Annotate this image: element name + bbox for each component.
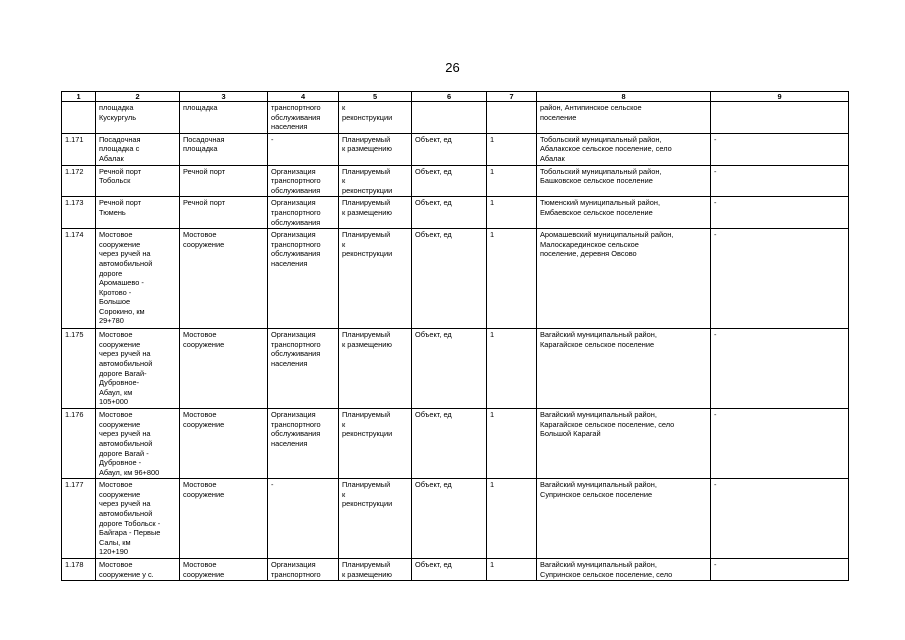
table-cell: - (268, 133, 339, 165)
table-row (62, 329, 849, 409)
column-header: 7 (487, 92, 537, 102)
table-cell: Объект, ед (412, 479, 487, 559)
table-cell: площадка Кускургуль (96, 102, 180, 134)
table-cell: - (711, 329, 849, 409)
table-cell: Мостовое сооружение через ручей на автомобильной дороге Аромашево - Кротово - Большое Сорокино, км 29+780 (96, 229, 180, 329)
table-cell: Тюменский муниципальный район, Ембаевское сельское поселение (537, 197, 711, 229)
table-cell: Речной порт Тюмень (96, 197, 180, 229)
table-cell: Планируемый к размещению (339, 133, 412, 165)
table-cell: - (711, 133, 849, 165)
table-cell: Организация транспортного обслуживания населения (268, 229, 339, 329)
table-row (62, 409, 849, 479)
table-cell: 1 (487, 133, 537, 165)
table-cell: Организация транспортного (268, 559, 339, 581)
table-cell: 1.173 (62, 197, 96, 229)
table-row (62, 479, 849, 559)
table-cell: Аромашевский муниципальный район, Малоскарединское сельское поселение, деревня Овсово (537, 229, 711, 329)
table-cell: район, Антипинское сельское поселение (537, 102, 711, 134)
table-cell: Объект, ед (412, 165, 487, 197)
table-cell: Речной порт Тобольск (96, 165, 180, 197)
table-row (62, 197, 849, 229)
table-cell: 1 (487, 559, 537, 581)
table-cell: Вагайский муниципальный район, Супринское сельское поселение, село (537, 559, 711, 581)
column-header: 9 (711, 92, 849, 102)
table-cell: - (268, 479, 339, 559)
column-header: 8 (537, 92, 711, 102)
table-cell: Планируемый к реконструкции (339, 229, 412, 329)
data-table (61, 91, 849, 581)
table-cell: транспортного обслуживания населения (268, 102, 339, 134)
table-cell (711, 102, 849, 134)
table-cell: Организация транспортного обслуживания населения (268, 329, 339, 409)
table-cell: Мостовое сооружение через ручей на автомобильной дороге Вагай - Дубровное - Абаул, км 96+800 (96, 409, 180, 479)
table-cell: Планируемый к размещению (339, 329, 412, 409)
table-cell: - (711, 559, 849, 581)
column-header: 1 (62, 92, 96, 102)
table-cell: Речной порт (180, 197, 268, 229)
table-cell: к реконструкции (339, 102, 412, 134)
table-cell: Мостовое сооружение (180, 229, 268, 329)
table-cell: Тобольский муниципальный район, Абалакское сельское поселение, село Абалак (537, 133, 711, 165)
table-cell: Планируемый к реконструкции (339, 165, 412, 197)
column-header: 3 (180, 92, 268, 102)
column-header: 4 (268, 92, 339, 102)
table-cell: - (711, 165, 849, 197)
table-cell: Объект, ед (412, 559, 487, 581)
table-cell: 1.177 (62, 479, 96, 559)
table-cell: Объект, ед (412, 197, 487, 229)
table-cell: Планируемый к реконструкции (339, 409, 412, 479)
column-header: 6 (412, 92, 487, 102)
table-cell (62, 102, 96, 134)
table-cell: Вагайский муниципальный район, Карагайское сельское поселение (537, 329, 711, 409)
column-header: 5 (339, 92, 412, 102)
table-cell: Мостовое сооружение (180, 559, 268, 581)
table-cell: Вагайский муниципальный район, Супринское сельское поселение (537, 479, 711, 559)
table-row (62, 102, 849, 134)
table-cell: Мостовое сооружение через ручей на автомобильной дороге Тобольск - Байгара - Первые Салы, км 120+190 (96, 479, 180, 559)
table-cell: 1 (487, 197, 537, 229)
table-cell: Мостовое сооружение через ручей на автомобильной дороге Вагай- Дубровное- Абаул, км 105+000 (96, 329, 180, 409)
table-cell: 1.171 (62, 133, 96, 165)
table-row (62, 133, 849, 165)
table-cell: 1.176 (62, 409, 96, 479)
table-cell: Тобольский муниципальный район, Башковское сельское поселение (537, 165, 711, 197)
table-cell: Планируемый к размещению (339, 197, 412, 229)
table-cell: 1 (487, 479, 537, 559)
table-row (62, 229, 849, 329)
table-cell: - (711, 229, 849, 329)
table-cell: - (711, 197, 849, 229)
table-cell: 1.174 (62, 229, 96, 329)
table-cell (412, 102, 487, 134)
table-cell: Посадочная площадка с Абалак (96, 133, 180, 165)
table-cell: 1.178 (62, 559, 96, 581)
table-cell: Объект, ед (412, 329, 487, 409)
table-row (62, 165, 849, 197)
table-cell: - (711, 479, 849, 559)
table-cell: Мостовое сооружение у с. (96, 559, 180, 581)
table-cell: 1 (487, 329, 537, 409)
table-cell (487, 102, 537, 134)
table-cell: - (711, 409, 849, 479)
table-cell: Вагайский муниципальный район, Карагайское сельское поселение, село Большой Карагай (537, 409, 711, 479)
table-cell: Объект, ед (412, 133, 487, 165)
table-cell: Организация транспортного обслуживания населения (268, 409, 339, 479)
header-row (62, 92, 849, 102)
table-cell: Мостовое сооружение (180, 479, 268, 559)
table-cell: Планируемый к размещению (339, 559, 412, 581)
page-number: 26 (445, 60, 460, 75)
table-cell: Мостовое сооружение (180, 329, 268, 409)
table-cell: 1 (487, 229, 537, 329)
table-cell: Объект, ед (412, 409, 487, 479)
table-cell: Мостовое сооружение (180, 409, 268, 479)
table-cell: площадка (180, 102, 268, 134)
table-cell: 1 (487, 165, 537, 197)
table-row (62, 559, 849, 581)
table-cell: Организация транспортного обслуживания (268, 165, 339, 197)
column-header: 2 (96, 92, 180, 102)
table-cell: 1.175 (62, 329, 96, 409)
table-body (62, 102, 849, 581)
table-cell: Речной порт (180, 165, 268, 197)
table-cell: Посадочная площадка (180, 133, 268, 165)
table-cell: Планируемый к реконструкции (339, 479, 412, 559)
table-cell: 1.172 (62, 165, 96, 197)
table-cell: 1 (487, 409, 537, 479)
table-cell: Организация транспортного обслуживания (268, 197, 339, 229)
table-cell: Объект, ед (412, 229, 487, 329)
